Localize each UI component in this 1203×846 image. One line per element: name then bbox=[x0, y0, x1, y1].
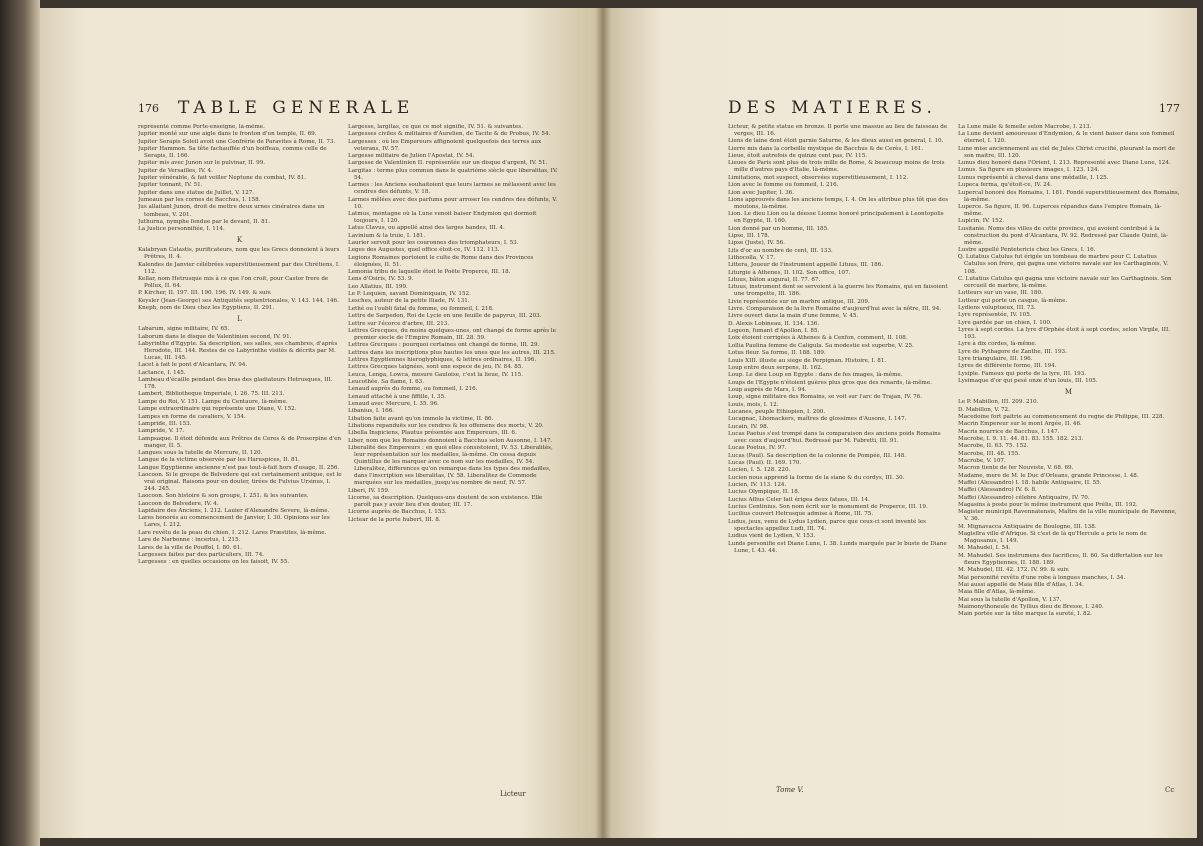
index-entry: P. Kircher, II. 197. III. 190. 196. IV. 149. & suiv. bbox=[138, 290, 272, 297]
index-entry: Le P. Lequien, savant Dominiquain, IV. 152. bbox=[348, 291, 471, 298]
index-entry: Libation faite avant qu'on immole la victime, II. 86. bbox=[348, 415, 494, 422]
index-entry: Leo Allatius, III. 199. bbox=[348, 283, 408, 290]
index-entry: Jupiter monté sur une aigle dans le fronton d'un temple, II. 69. bbox=[138, 131, 317, 138]
index-entry: C. Lutatius Catulus qui gagna une victoire navale sur les Carthaginois. Son cercueil de marbre, là-même. bbox=[958, 275, 1172, 289]
index-entry: Jupiter vénérable, & fait veiller Neptune du combat, IV. 81. bbox=[138, 175, 306, 182]
left-catchword: Licteur bbox=[500, 790, 526, 798]
index-entry: Lion donné par un homme, III. 185. bbox=[728, 225, 829, 232]
index-entry: Macron tiente de fer Nouviste, V. 68. 69. bbox=[958, 465, 1074, 472]
index-entry: Liens de laine dont étoit garnie Saturne, & les dieux aussi en general, I. 10. bbox=[728, 138, 944, 145]
index-entry: Magister municipii Ravennatensis, Maître de la ville municipale de Ravenne, V. 36. bbox=[958, 509, 1177, 523]
left-col1-l-entries bbox=[138, 326, 342, 566]
index-entry: Lapidaire des Anciens, I. 212. Lauier d'Alexandre Severe, là-même. bbox=[138, 508, 330, 515]
index-entry: Lustre appellé Pentetericis chez les Grecs, I. 16. bbox=[958, 247, 1096, 254]
index-entry: Lupicin, IV. 152. bbox=[958, 218, 1005, 225]
index-entry: Mai personifié revêtu d'une robe à longues manches, I. 34. bbox=[958, 574, 1126, 581]
section-letter-l: L bbox=[237, 315, 243, 324]
index-entry: Larmes : les Anciens souhaitoient que leurs larmes se mêlassent avec les cendres des défunts, V. 18. bbox=[348, 182, 556, 196]
index-entry: Loup entre deux serpens, II. 162. bbox=[728, 364, 823, 371]
index-entry: Lampe extraordinaire qui représente une Diane, V. 152. bbox=[138, 406, 297, 413]
index-entry: Loup. Le dieu Loup en Egypte : dans de fes images, là-même. bbox=[728, 372, 903, 379]
index-entry: Lares honorés au commencement de Janvier, I. 30. Opinions sur les Lares, I. 212. bbox=[138, 515, 330, 529]
index-entry: Jupiter mis avec Junon sur le pulvinar, II. 99. bbox=[138, 160, 266, 167]
index-entry: Lenaud auprès du fomme, ou fommeil, I. 216. bbox=[348, 386, 478, 393]
index-entry: Macrobe, I. 9. 11. 44. 81. 83. 155. 182. 213. bbox=[958, 435, 1084, 442]
index-entry: Lare de Narbonne : incertus, I. 215. bbox=[138, 537, 241, 544]
index-entry: Lens d'Osiris, IV. 53. 9. bbox=[348, 276, 414, 283]
right-col2-entries bbox=[958, 124, 1180, 385]
index-entry: Luperce. Sa figure, II. 96. Luperces répandus dans l'empire Romain, là-même. bbox=[958, 203, 1162, 217]
left-running-title: TABLE GENERALE bbox=[178, 98, 415, 118]
index-entry: Lion avec le fomme ou fommeil, I. 216. bbox=[728, 182, 839, 189]
index-entry: Largesses : en quelles occasions on les faisoit, IV. 55. bbox=[138, 559, 290, 566]
index-entry: M. Mahudel. Ses instrumens des facrifices, II. 60. Sa differtation sur les fleurs Egyptiennes, II. 188. 189. bbox=[958, 552, 1163, 566]
index-entry: Jupiter de Versailles, IV. 4. bbox=[138, 167, 213, 174]
index-entry: Loup auprès de Mars, I. 94. bbox=[728, 386, 807, 393]
index-entry: Lettres Grecques : pourquoi certaines ont changé de forme, III. 29. bbox=[348, 342, 540, 349]
index-entry: Lupercal honoré des Romains, I. 181. Fondé superstitieusement des Romains, là-même. bbox=[958, 189, 1180, 203]
index-entry: La Lune devient amoureuse d'Endymion, & le vient baiser dans son fommeil éternel, I. 120. bbox=[958, 131, 1175, 145]
index-entry: Liberi, IV. 159. bbox=[348, 487, 390, 494]
index-entry: Leges des Augustes, quel office étoit-ce, IV. 112. 113. bbox=[348, 247, 500, 254]
index-entry: Largesse de Valentinien II. représentée sur un disque d'argent, IV. 51. bbox=[348, 160, 548, 167]
right-page-number: 177 bbox=[1159, 102, 1180, 115]
index-entry: Leucothée. Sa flame, I. 63. bbox=[348, 378, 424, 385]
index-entry: Livie représentée sur un marbre antique, III. 209. bbox=[728, 298, 870, 305]
right-running-title: DES MATIERES. bbox=[728, 98, 937, 118]
index-entry: Lions approuvés dans les anciens temps, I. 4. On les attribue plus tôt que des moutons, là-même. bbox=[728, 196, 949, 210]
index-entry: Latmus, montagne où la Lune venoit baiser Endymion qui dormoit toujours, I. 120. bbox=[348, 210, 537, 224]
index-entry: Laocoon. Si le groupe de Belvedere qui est certainement antique, est le vrai original. Raisons pour en douter, tirées de Fulvius Ursinus, I. 244. 245. bbox=[138, 471, 342, 493]
index-entry: Lits d'or au nombre de cent, III. 133. bbox=[728, 247, 833, 254]
index-entry: Jupiter Hammon. Sa tête fachauffée d'un boiffeau, comme celle de Serapis, II. 166. bbox=[138, 146, 327, 160]
index-entry: Lambeau d'écaille pendant des bras des gladiateurs Hetrusques, III. 178. bbox=[138, 377, 333, 391]
index-entry: Largesse, largitas, ce que ce mot signifie, IV. 51. & suivantes. bbox=[348, 124, 523, 130]
index-entry: Lunds personifie est Diane Lune, I. 38. Lunds marquée par le buste de Diane Lune, I. 43. 44. bbox=[728, 540, 947, 554]
index-entry: Maffei (Alessandro) I. 18. habile Antiquaire, II. 55. bbox=[958, 479, 1102, 486]
index-entry: Liber, nom que les Romains donnoient à Bacchus selon Ausonne, I. 147. bbox=[348, 437, 553, 444]
index-entry: Lucien, IV. 113. 124. bbox=[728, 482, 787, 489]
index-entry: D. Mabillon, V. 72. bbox=[958, 406, 1010, 413]
index-entry: Lettre sur l'écorce d'arbre, III. 213. bbox=[348, 320, 450, 327]
right-signature-mark: Cc bbox=[1165, 786, 1175, 794]
section-letter-k: K bbox=[236, 236, 244, 245]
index-entry: Lunus représenté à cheval dans une médaille, I. 125. bbox=[958, 174, 1109, 181]
index-entry: Largesse militaire de Julien l'Apostat, IV. 54. bbox=[348, 153, 475, 160]
right-column-2 bbox=[958, 124, 1180, 814]
index-entry: Lysimaque d'or qui pesé onze d'un louis, III. 105. bbox=[958, 378, 1098, 385]
index-entry: Lusitanie. Noms des villes de cette province, qui avoient contribué à la construction du pont d'Alcantara, IV. 92. Redressé par Claude Quint, là-même. bbox=[958, 225, 1168, 246]
index-entry: Lesches, auteur de la petite Iliade, IV. 131. bbox=[348, 298, 470, 305]
index-entry: Livre. Comparaison de la livre Romaine d'aujourd'hui avec la nôtre, III. 94. bbox=[728, 306, 942, 313]
index-entry: Jupiter Serapis Soleil avoit une Confrérie de Paravites à Rome, II. 73. bbox=[138, 138, 336, 145]
index-entry: Lutteur qui porte un casque, là-même. bbox=[958, 297, 1068, 304]
index-entry: Mai aussi appellé de Maia fille d'Atlas, I. 34. bbox=[958, 581, 1084, 588]
index-entry: Largesses : où les Empereurs affignoient quelquefois des terres aux veterans, IV. 57. bbox=[348, 138, 542, 152]
index-entry: Lieue, étoit autrefois de quinze cent pas, IV. 115. bbox=[728, 153, 868, 160]
index-entry: Lucilius couvert Hetrusque admise à Rome, III. 75. bbox=[728, 511, 874, 518]
index-entry: Lucas (Paul). Sa description de la colonne de Pompée, III. 148. bbox=[728, 452, 907, 459]
index-entry: Lactance, I. 145. bbox=[138, 369, 186, 376]
index-entry: Lyre gardée par un chien, I. 100. bbox=[958, 319, 1052, 326]
right-column-1 bbox=[728, 124, 950, 814]
index-entry: Mai sous la tutelle d'Apollon, V. 137. bbox=[958, 596, 1062, 603]
index-entry: Lucas Paetus s'est trompé dans la comparaison des anciens poids Romains avec ceux d'aujourd'hui. Redressé par M. Fabretti, III. 91. bbox=[728, 430, 941, 444]
left-running-head bbox=[138, 98, 558, 118]
index-entry: Loups de l'Egypte n'étoient guères plus gros que des renards, là-même. bbox=[728, 379, 932, 386]
index-entry: Lituus, instrument dont se servoient à la guerre les Romains, qui en faisoient une trompette, III. 186. bbox=[728, 284, 948, 298]
index-entry: Largitas : terme plus commun dans le quatrième siècle que liberalitas, IV. 54. bbox=[348, 167, 558, 181]
index-entry: Lucas Poetus, IV. 97. bbox=[728, 445, 787, 452]
index-entry: Lyre représentée, IV. 105. bbox=[958, 312, 1032, 319]
index-entry: La Lune mâle & femelle selon Macrobe, I. 213. bbox=[958, 124, 1092, 130]
index-entry: Magisflra ville d'Afrique. Si c'est de là qu'Hercule a pris le nom de Magusanus, I. 149. bbox=[958, 531, 1147, 545]
index-entry: Latus Clavus, ou appellé ainsi des larges bandes, III. 4. bbox=[348, 225, 505, 232]
index-entry: Liberalité des Empereurs : en quoi elles consistoient, IV. 53. Liberalités, leur représentation sur les medailles, là-même. On cessa depuis Quintillus de les marquer avec ce nom sur les medailles, IV. 54. Liberalitez, differences qu'on remarque dans les types des medailles, dans l'inscription ses liberalitas, IV. 58. Liberalitez de Commode marquées sur les medailles, jusqu'au nombre de neuf, IV. 57. bbox=[348, 445, 553, 487]
index-entry: Lettres Egyptiennes hieroglyphiques, & lettres ordinaires, II. 196. bbox=[348, 356, 537, 363]
index-entry: Legions Romaines portoient le culte de Rome dans des Provinces éloignées, II. 51. bbox=[348, 254, 534, 268]
index-entry: Main portée sur la tête marque la sureté, I. 82. bbox=[958, 611, 1092, 618]
index-entry: Labarum, signe militaire, IV. 65. bbox=[138, 326, 230, 333]
index-entry: Laocoon de Belvedere, IV. 4. bbox=[138, 500, 219, 507]
section-letter-m: M bbox=[1064, 388, 1074, 397]
index-entry: Lampsaque. Il étoit défendu aux Prêtres de Ceres & de Proserpine d'en manger, II. 5. bbox=[138, 435, 342, 449]
index-entry: Ludus, jeux, venu de Lydus Lydien, parce que ceux-ci sont inventé les spectacles appellez Ludi, III. 74. bbox=[728, 518, 927, 532]
index-entry: Licorne auprès de Bacchus, I. 153. bbox=[348, 509, 447, 516]
index-entry: Larmes mêlées avec des parfums pour arroser les cendres des défunts, V. 10. bbox=[348, 196, 558, 210]
index-entry: Q. Lutatius Catulus fut érigée un tombeau de marbre pour C. Lutatius Catulus son frere, qui gagna une victoire navale sur les Carthaginois, V. 108. bbox=[958, 254, 1169, 275]
index-entry: Lucanes, peuple Ethiopien, I. 200. bbox=[728, 408, 826, 415]
index-entry: Maffei (Alessandro) célebre Antiquaire, IV. 70. bbox=[958, 494, 1090, 501]
index-entry: Loix étoient corrigées à Athenes & à Cenfon, comment, II. 108. bbox=[728, 335, 908, 342]
index-entry: Lyre triangulaire, III. 196. bbox=[958, 356, 1033, 363]
index-entry: Lyre à dix cordes, là-même. bbox=[958, 341, 1037, 348]
left-col2-entries bbox=[348, 124, 558, 524]
index-entry: Jus allaitant Junon, droit de mettre deux urnes cinéraires dans un tombeau, V. 201. bbox=[138, 204, 325, 218]
index-entry: Lollia Paulina femme de Caligula. Sa modestie est superbe, V. 25. bbox=[728, 342, 914, 349]
index-entry: Le P. Mabillon, III. 209. 210. bbox=[958, 399, 1039, 406]
index-entry: Lampride, III. 153. bbox=[138, 420, 192, 427]
index-entry: Lydiens voluptueux, III. 73. bbox=[958, 304, 1036, 311]
index-entry: Lunus dieu honoré dans l'Orient, I. 213. Representé avec Diane Lune, 124. bbox=[958, 160, 1171, 167]
index-entry: Lampride, V. 17. bbox=[138, 428, 185, 435]
index-entry: D. Alexis Lobineau, II. 134. 136. bbox=[728, 320, 820, 327]
index-entry: Macrobe, II. 63. 75. 152. bbox=[958, 443, 1029, 450]
index-entry: Lares de la ville de Pouffol, I. 80. 61. bbox=[138, 544, 243, 551]
index-entry: Laborum dans le disque de Valentinien second, IV. 91. bbox=[138, 333, 292, 340]
index-entry: Lare revêtu de la peau du chien, I. 212. Lares Præstites, là-même. bbox=[138, 529, 327, 536]
index-entry: Lacet à fait le pont d'Alcantara, IV. 94. bbox=[138, 362, 248, 369]
index-entry: Lucius Aflius Celer fait érigea deux fatues, III. 14. bbox=[728, 496, 870, 503]
index-entry: M. Mignavacca Antiquaire de Boulogne, III. 138. bbox=[958, 523, 1097, 530]
index-entry: Largesses faites par des particuliers, III. 74. bbox=[138, 551, 265, 558]
index-entry: Lunus. Sa figure en plusieurs images, I. 123. 124. bbox=[958, 167, 1100, 174]
index-entry: Kalabryan Catastis, purificateurs, nom que les Grecs donnoient à leurs Prêtres, II. 4. bbox=[138, 247, 340, 261]
index-entry: Lethé ou l'oubli fatal du fomme, ou fommeil, I. 218. bbox=[348, 305, 494, 312]
index-entry: Lettres Grecques taignées, sont une espece de jeu, IV. 84. 85. bbox=[348, 364, 524, 371]
index-entry: Licteur, & petite statue en bronze. Il porte une massue au lieu de faisseau de verges, III. 16. bbox=[728, 124, 948, 138]
index-entry: Kalendes de Janvier célébrées superstitieusement par des Chrétiens, I. 112. bbox=[138, 261, 340, 275]
index-entry: Macrobe, V. 107. bbox=[958, 457, 1006, 464]
index-entry: Macrobe, III. 48. 155. bbox=[958, 450, 1020, 457]
index-entry: Jupiter tonnant, IV. 51. bbox=[138, 182, 203, 189]
index-entry: Louis XIII. illuste au siege de Perpignan. Histoire, I. 81. bbox=[728, 357, 887, 364]
right-col2-m-entries bbox=[958, 399, 1180, 618]
index-entry: Libanius, I. 166. bbox=[348, 408, 395, 415]
index-entry: M. Mahudel, III. 42. 172. IV. 99. & suiv. bbox=[958, 567, 1070, 574]
index-entry: Jumeaux par les cornes de Bacchus, I. 158. bbox=[138, 197, 261, 204]
index-entry: La Justice personnifiée, I. 114. bbox=[138, 226, 225, 233]
index-entry: Lyre de Pythagore de Zanthe, III. 193. bbox=[958, 348, 1067, 355]
book-gutter bbox=[595, 8, 611, 838]
index-entry: Lithocolla, V. 17. bbox=[728, 255, 776, 261]
left-column-1 bbox=[138, 124, 342, 814]
index-entry: Juthurna, nymphe fendue par le devant, II. 81. bbox=[138, 218, 270, 225]
index-entry: Largesses civiles & militaires d'Aurelien, de Tacite & de Probus, IV. 54. bbox=[348, 131, 551, 138]
index-entry: Lupeca ferma, qu'étoit-ce, IV. 24. bbox=[958, 182, 1053, 189]
left-col1-k-entries bbox=[138, 247, 342, 312]
index-entry: Magasins à poste pour le même instrument que Prélis, III. 192. bbox=[958, 501, 1138, 508]
index-entry: Lituus, bâton augural, II. 77. 67. bbox=[728, 277, 821, 284]
index-entry: Lysiple. Fameux qui porte de la lyre, III. 193. bbox=[958, 370, 1087, 377]
index-entry: Lambert, Bibliotheque Imperiale, I. 26. 75. III. 213. bbox=[138, 391, 285, 398]
index-entry: Lion avec Jupiter, I. 36. bbox=[728, 189, 795, 196]
index-entry: Lierre mis dans la corbeille mystique de Bacchus & de Cerès, I. 161. bbox=[728, 145, 924, 152]
index-entry: Laurier servoit pour les couronnes des triomphateurs, I. 53. bbox=[348, 240, 519, 247]
index-entry: Lutteurs sur un vase, III. 180. bbox=[958, 290, 1043, 297]
index-entry: Limitations, mot suspect, observées superstitieusement, I. 112. bbox=[728, 174, 909, 181]
index-entry: Lictear de la porte hubert, III. 8. bbox=[348, 516, 441, 523]
index-entry: Lenaud avec Mercure, I. 35. 96. bbox=[348, 400, 439, 407]
index-entry: Lettres dans les inscriptions plus hautes les unes que les autres, III. 215. bbox=[348, 349, 556, 356]
index-entry: Lieues de Paris sont plus de trois mille de Rome, & beaucoup moins de trois mille d'autres pays d'Italie, là-même. bbox=[728, 160, 945, 174]
index-entry: Macedoine fort paitrie au commencement du regne de Philippe, III. 228. bbox=[958, 413, 1165, 420]
left-page-edge bbox=[0, 0, 40, 846]
index-entry: Lettre de Sarpedon, Roi de Lycie en une feuille de papyrus, III. 203. bbox=[348, 313, 542, 320]
index-entry: Jupiter dans une statue de Juillet, V. 127. bbox=[138, 189, 255, 196]
index-entry: Libations repanduës sur les cendres & les offemens des morts, V. 20. bbox=[348, 423, 544, 430]
index-entry: Lucagnac, Lhomackers, maîtres de glossimes d'Ausone, I. 147. bbox=[728, 416, 907, 423]
index-entry: Loup, signe militaire des Romains, se voit sur l'arc de Trajan, IV. 76. bbox=[728, 394, 922, 401]
index-entry: Labyrinthe d'Egypte. Sa description, ses salles, ses chambres, d'après Herodote, III. 144. Restes de ce Labyrinthe visités & décrits par M. Lucas, III. 145. bbox=[138, 340, 338, 362]
index-entry: Kneph, nom de Dieu chez les Egyptiens, II. 291. bbox=[138, 305, 275, 312]
index-entry: Logeon, fumant d'Apollon, I. 85. bbox=[728, 328, 820, 335]
index-entry: Louis, mois, I. 12. bbox=[728, 401, 779, 408]
index-entry: Lemonia tribu de laquelle étoit le Poëte Properce, III. 18. bbox=[348, 269, 511, 276]
index-entry: Lion. Le dieu Lion ou la déesse Lionne honoré principalement à Leontopolis en Egypte, II. 160. bbox=[728, 211, 944, 225]
index-entry: Lucien nous apprend la forme de la siane & du cordys, III. 30. bbox=[728, 474, 905, 481]
index-entry: Langue Egyptienne ancienne n'est pas tout-à-fait hors d'usage, II. 256. bbox=[138, 464, 340, 471]
index-entry: Kellar, nom Hetrusque mis à ce que l'on croit, pour Castor frere de Pollux, II. 64. bbox=[138, 276, 329, 290]
index-entry: Macrin Empereur sur le mont Argée, II. 46. bbox=[958, 421, 1082, 428]
right-col1-entries bbox=[728, 124, 950, 555]
index-entry: Lipse (Juste), IV. 56. bbox=[728, 240, 785, 247]
left-col1-entries bbox=[138, 124, 342, 233]
index-entry: Langues sous la tutelle de Mercure, II. 120. bbox=[138, 449, 263, 456]
index-entry: Lenaud attaché à une fiffille, I. 35. bbox=[348, 393, 446, 400]
index-entry: Lucien, I. 5. 128. 220. bbox=[728, 467, 791, 474]
index-entry: Lucius Centinius. Son nom écrit sur le monument de Properce, III. 19. bbox=[728, 504, 928, 511]
index-entry: Liturgie à Athenes, II. 102. Son office, 107. bbox=[728, 269, 851, 276]
index-entry: Lyres de différente forme, III. 194. bbox=[958, 363, 1057, 370]
index-entry: représenté comme Porte-enseigne, là-même. bbox=[138, 124, 265, 130]
index-entry: Lettres Grecques, du moins quelques-unes, ont changé de forme après le premier siecle de l'Empire Romain, III. 28. 59. bbox=[348, 327, 556, 341]
index-entry: Macris nourrice de Bacchus, I. 147. bbox=[958, 428, 1060, 435]
index-entry: Livre ouvert dans la main d'une femme, V. 45. bbox=[728, 313, 859, 320]
tome-signature: Tome V. bbox=[776, 786, 804, 794]
index-entry: Maimonythoneule de Tyllius dieu de Bresse, I. 240. bbox=[958, 603, 1104, 610]
index-entry: Libella Inspiciens, Plautus présentée aux Empereurs, III. 6. bbox=[348, 430, 517, 437]
index-entry: Laocoon. Son histoire & son groupe, I. 251. & les suivantes. bbox=[138, 493, 309, 500]
left-page-number: 176 bbox=[138, 102, 159, 115]
index-entry: Madame, mere de M. le Duc d'Orleans, grande Princesse, I. 48. bbox=[958, 472, 1139, 479]
index-entry: M. Mahudel, I. 54. bbox=[958, 545, 1011, 552]
index-entry: Ludius vient de Lydien, V. 153. bbox=[728, 533, 816, 540]
right-running-head bbox=[728, 98, 1180, 118]
index-entry: Lyres à sept cordes. La lyre d'Orphée étoit à sept cordes, selon Virgile, III. 193. bbox=[958, 326, 1170, 340]
index-entry: Maffei (Alessandro) IV. 6. 8. bbox=[958, 487, 1037, 494]
index-entry: Langue de la victime observée par les Haruspices, II. 81. bbox=[138, 457, 300, 464]
index-entry: Leuca, Lenga, Lowca, mesure Gauloise, c'est la lieue, IV. 115. bbox=[348, 371, 524, 378]
index-entry: Lavinium & la truie, I. 181. bbox=[348, 232, 426, 239]
index-entry: Littera, Joueur de l'instrument appellé Lituus, III. 186. bbox=[728, 262, 883, 269]
left-column-2 bbox=[348, 124, 558, 814]
index-entry: Lampes en forme de cavaliers, V. 154. bbox=[138, 413, 246, 420]
index-entry: Licorne, sa description. Quelques-uns doutent de son existence. Elle paroît pas y avoir lieu d'en douter, III. 17. bbox=[348, 494, 543, 509]
index-entry: Lotus fleur. Sa forme, II. 188. 189. bbox=[728, 350, 826, 357]
index-entry: Lampe du Roi, V. 151. Lampe du Centaure, là-même. bbox=[138, 398, 288, 405]
index-entry: Lucius Olympique, II. 18. bbox=[728, 489, 800, 496]
index-entry: Maia fille d'Atlas, là-même. bbox=[958, 589, 1036, 596]
index-entry: Keysler (Jean-George) ses Antiquités septentrionales, V. 143. 144. 146. bbox=[138, 297, 339, 304]
index-entry: Lucain, IV. 98. bbox=[728, 423, 769, 430]
index-entry: Lipse, III. 178. bbox=[728, 232, 770, 239]
index-entry: Lucas (Paul). II. 169. 170. bbox=[728, 460, 802, 467]
index-entry: Lune mise anciennement au ciel de Jules Christ crucifié, pleurant la mort de son maitre, III. 120. bbox=[958, 145, 1176, 159]
